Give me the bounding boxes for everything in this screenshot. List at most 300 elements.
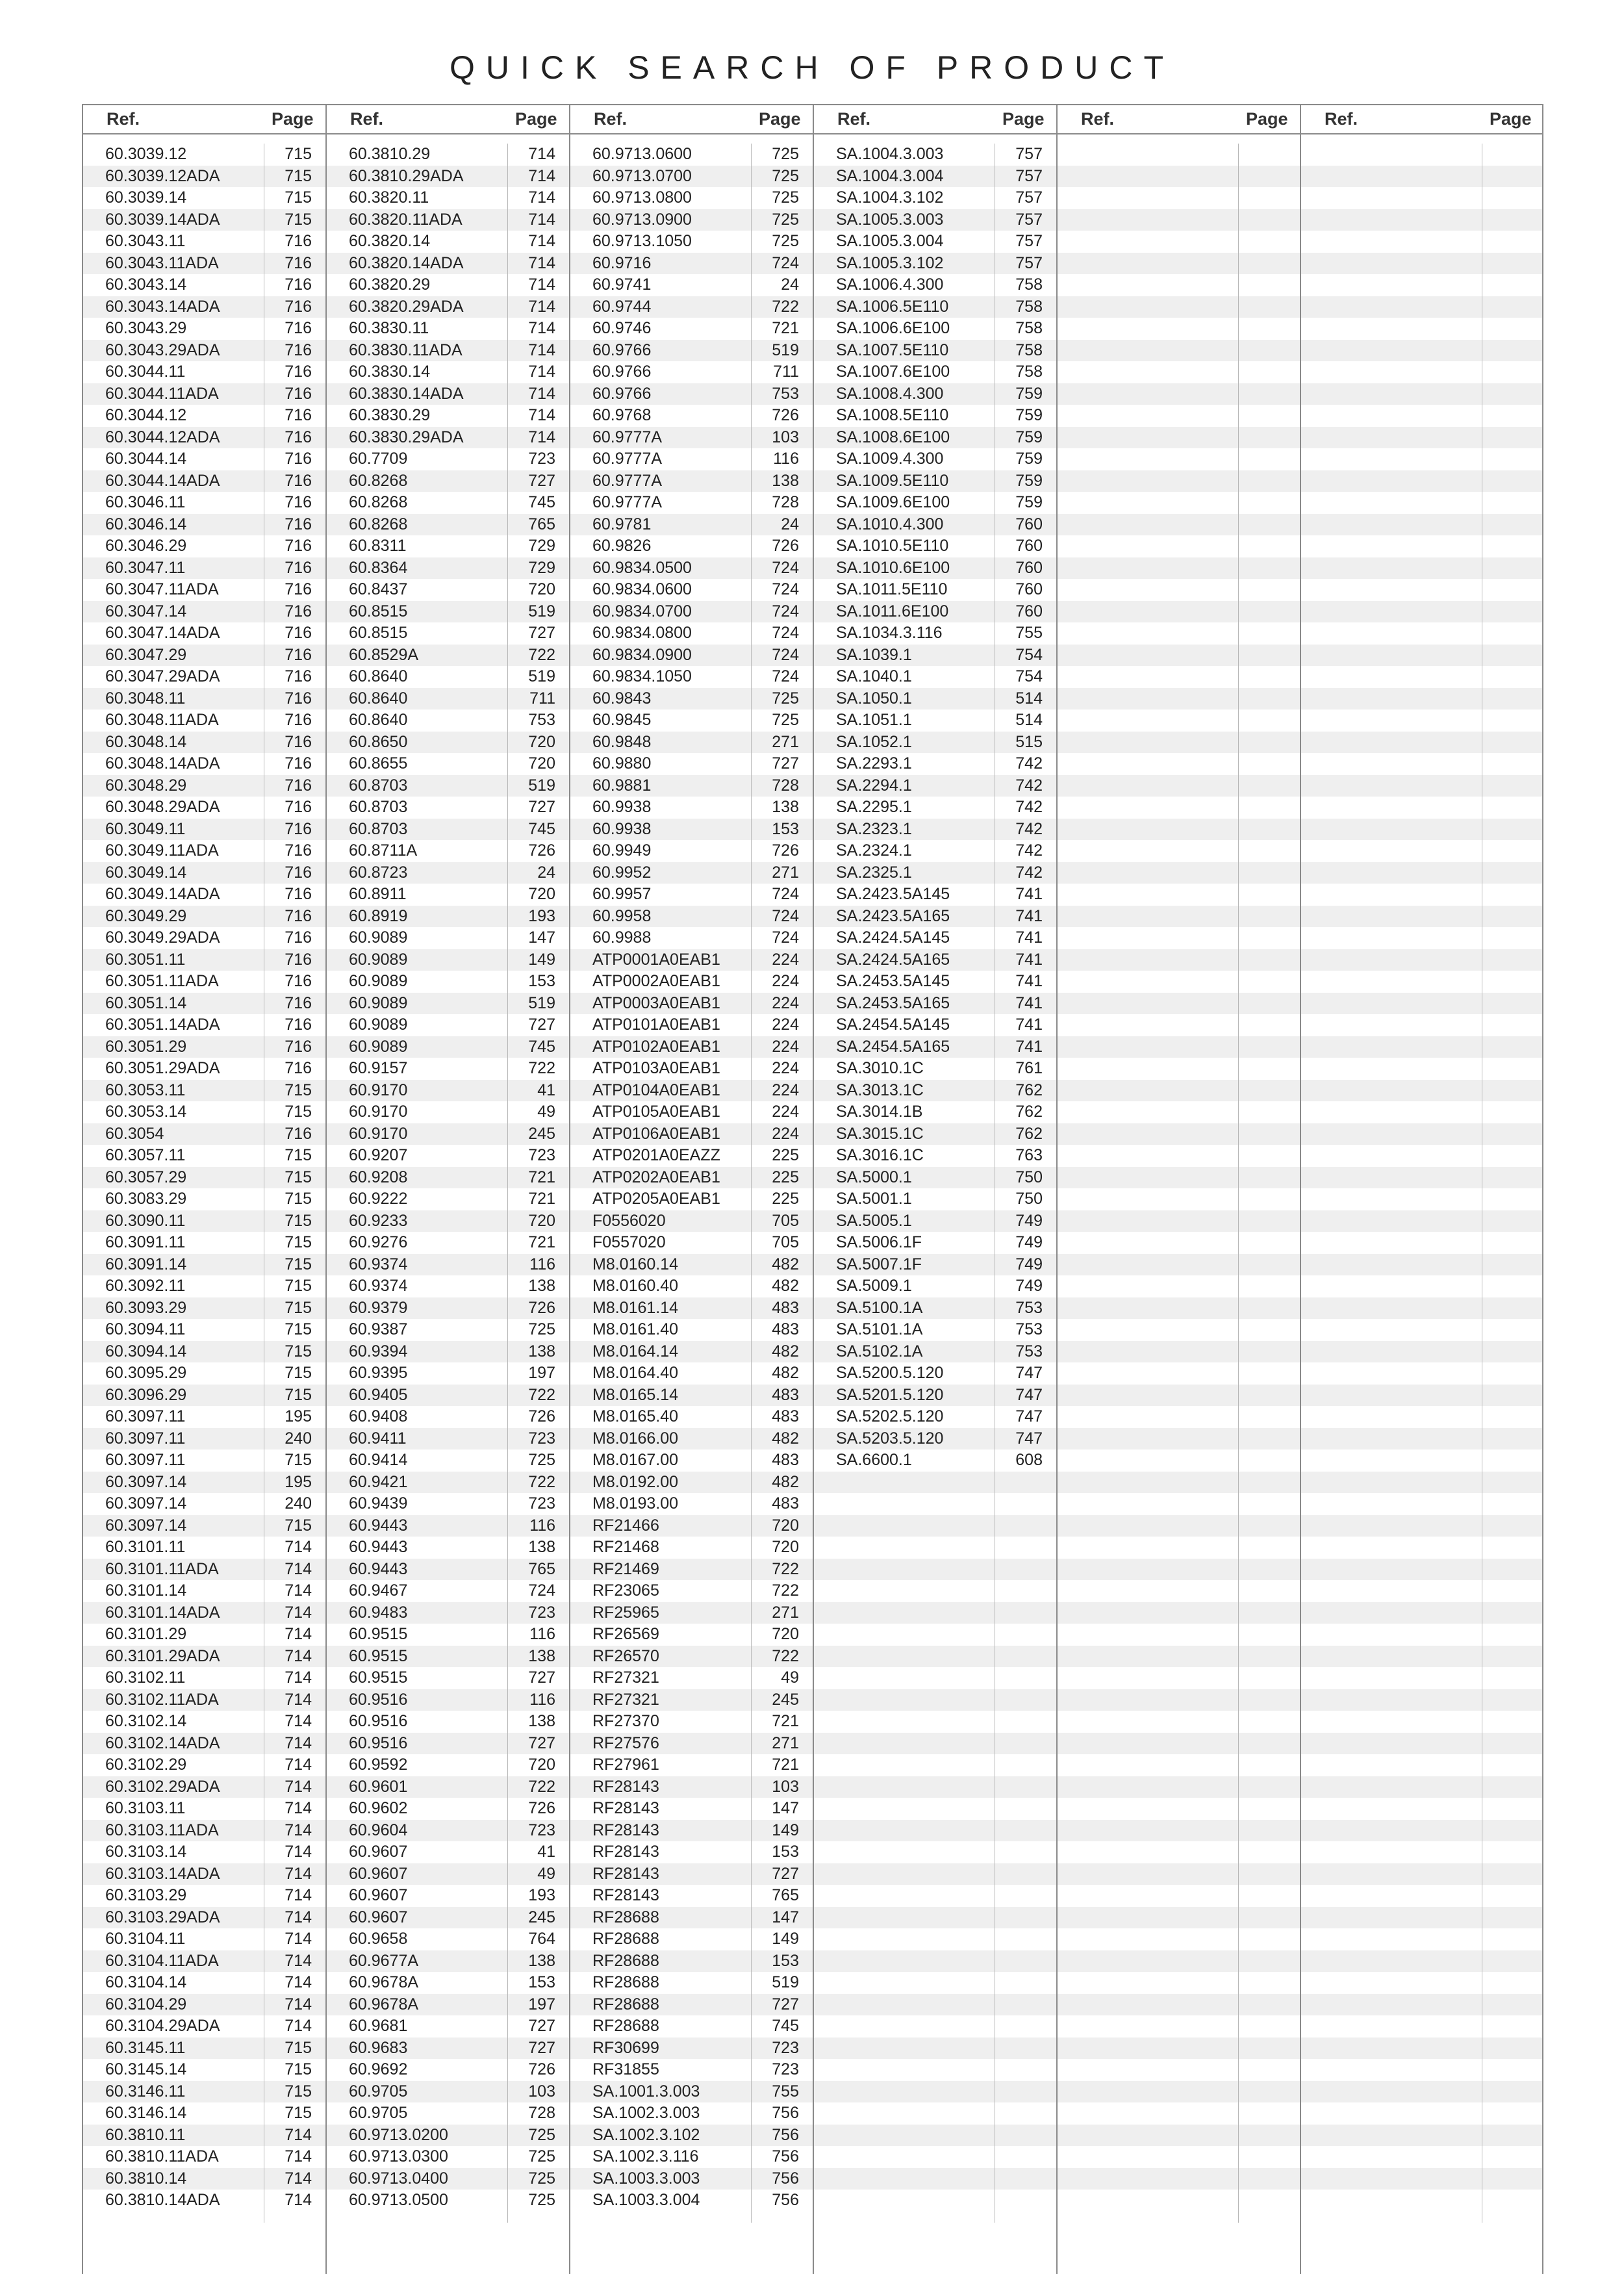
ref-value: SA.3016.1C (836, 1146, 924, 1164)
page-value: 149 (772, 1820, 799, 1839)
index-entry (592, 144, 804, 166)
index-entry (105, 971, 316, 993)
index-entry (592, 1362, 804, 1385)
index-entry (105, 166, 316, 188)
index-entry (592, 2038, 804, 2060)
index-entry (105, 2059, 316, 2081)
ref-value: SA.2423.5A165 (836, 906, 950, 925)
index-entry (836, 166, 1047, 188)
page-value: 721 (772, 319, 799, 337)
page-value: 224 (772, 993, 799, 1012)
index-entry (592, 1167, 804, 1189)
page-value: 720 (528, 754, 555, 773)
index-entry (592, 383, 804, 405)
ref-value: SA.3013.1C (836, 1080, 924, 1099)
index-entry (105, 1080, 316, 1102)
index-entry (592, 1297, 804, 1320)
index-entry (105, 2015, 316, 2038)
page-value: 742 (1015, 754, 1043, 773)
index-entry (105, 187, 316, 209)
page-value: 756 (772, 2169, 799, 2188)
index-entry (836, 535, 1047, 557)
ref-value: 60.9949 (592, 841, 652, 860)
page-value: 225 (772, 1190, 799, 1208)
page-value: 153 (528, 972, 555, 990)
ref-value: 60.9592 (349, 1756, 408, 1774)
index-entry (349, 1754, 560, 1776)
ref-value: 60.3051.11ADA (105, 972, 219, 990)
index-entry (592, 1602, 804, 1624)
index-entry (349, 361, 560, 383)
page-value: 519 (528, 993, 555, 1012)
index-entry (105, 927, 316, 949)
page-value: 715 (285, 188, 312, 207)
index-entry (349, 1885, 560, 1907)
index-entry (349, 2190, 560, 2212)
index-entry (592, 1711, 804, 1733)
index-entry (836, 1362, 1047, 1385)
index-entry (105, 535, 316, 557)
page-value: 724 (772, 558, 799, 577)
page-value: 720 (528, 1211, 555, 1230)
page-value: 745 (528, 1037, 555, 1056)
index-entry (105, 797, 316, 819)
page-value: 483 (772, 1320, 799, 1338)
index-entry (105, 1537, 316, 1559)
page-value: 753 (1015, 1342, 1043, 1361)
page-value: 714 (528, 232, 555, 250)
ref-value: 60.9374 (349, 1277, 408, 1295)
index-entry (105, 1515, 316, 1537)
ref-value: 60.3096.29 (105, 1385, 187, 1404)
index-entry (836, 1319, 1047, 1341)
index-entry (105, 1406, 316, 1428)
page-value: 729 (528, 537, 555, 555)
index-entry (836, 819, 1047, 841)
page-value: 714 (285, 1777, 312, 1796)
index-entry (349, 2168, 560, 2190)
index-entry (105, 1820, 316, 1842)
index-entry (349, 296, 560, 318)
index-entry (592, 709, 804, 732)
ref-value: M8.0167.00 (592, 1451, 679, 1469)
index-entry (836, 1058, 1047, 1080)
page-value: 195 (285, 1407, 312, 1425)
ref-value: 60.9516 (349, 1690, 408, 1709)
ref-value: RF27370 (592, 1712, 659, 1730)
index-entry (836, 884, 1047, 906)
ref-value: 60.9222 (349, 1190, 408, 1208)
ref-value: 60.3051.14 (105, 993, 187, 1012)
index-entry (105, 340, 316, 362)
page-value: 714 (285, 1756, 312, 1774)
index-entry (592, 666, 804, 688)
ref-value: SA.1007.6E100 (836, 363, 950, 381)
page-value: 482 (772, 1255, 799, 1273)
ref-value: 60.9834.0700 (592, 602, 692, 620)
ref-value: 60.3043.11 (105, 232, 186, 250)
page-value: 482 (772, 1364, 799, 1382)
page-value: 758 (1015, 363, 1043, 381)
index-entry (592, 1080, 804, 1102)
ref-value: 60.9826 (592, 537, 652, 555)
page-value: 727 (528, 2017, 555, 2035)
ref-value: SA.5202.5.120 (836, 1407, 944, 1425)
page-value: 720 (772, 1516, 799, 1535)
index-entry (592, 166, 804, 188)
index-entry (836, 514, 1047, 536)
index-entry (592, 1145, 804, 1167)
ref-value: 60.3830.11 (349, 319, 429, 337)
page-value: 224 (772, 1124, 799, 1143)
ref-value: SA.5201.5.120 (836, 1385, 944, 1404)
page-value: 722 (528, 1777, 555, 1796)
index-entry (105, 1863, 316, 1885)
ref-value: 60.9443 (349, 1516, 408, 1535)
index-entry (349, 2125, 560, 2147)
page-value: 714 (285, 1886, 312, 1904)
page-value: 727 (772, 754, 799, 773)
page-value: 716 (285, 841, 312, 860)
index-entry (836, 383, 1047, 405)
page-value: 197 (528, 1995, 555, 2013)
index-entry (592, 775, 804, 797)
index-entry (592, 884, 804, 906)
page-value: 722 (772, 1581, 799, 1600)
page-value: 759 (1015, 406, 1043, 424)
index-entry (592, 819, 804, 841)
index-entry (592, 1123, 804, 1145)
ref-value: RF31855 (592, 2060, 659, 2078)
ref-value: M8.0160.40 (592, 1277, 679, 1295)
index-entry (105, 1428, 316, 1450)
index-entry (349, 1689, 560, 1711)
index-entry (349, 1036, 560, 1058)
index-entry (349, 1928, 560, 1950)
index-entry (349, 688, 560, 710)
ref-value: SA.1005.3.102 (836, 253, 944, 272)
page-value: 742 (1015, 776, 1043, 795)
page-value: 245 (528, 1908, 555, 1926)
page-value: 103 (772, 428, 799, 446)
index-entry (836, 361, 1047, 383)
ref-value: 60.3044.12ADA (105, 428, 220, 446)
index-entry (349, 231, 560, 253)
ref-value: 60.9938 (592, 798, 652, 816)
page-value: 716 (285, 515, 312, 533)
ref-value: ATP0003A0EAB1 (592, 993, 720, 1012)
page-value: 757 (1015, 210, 1043, 229)
header-ref: Ref. (1325, 109, 1358, 129)
page-value: 716 (285, 885, 312, 903)
page-value: 116 (529, 1625, 555, 1643)
ref-value: 60.3051.11 (105, 950, 186, 969)
page-value: 757 (1015, 232, 1043, 250)
index-entry (349, 1450, 560, 1472)
index-entry (836, 797, 1047, 819)
index-entry (349, 318, 560, 340)
page-value: 41 (537, 1843, 555, 1861)
index-entry (105, 1689, 316, 1711)
page-value: 716 (285, 776, 312, 795)
index-entry (836, 906, 1047, 928)
index-entry (836, 1167, 1047, 1189)
header-ref: Ref. (107, 109, 140, 129)
ref-value: 60.8640 (349, 711, 408, 729)
page-value: 741 (1015, 906, 1043, 925)
index-entry (592, 622, 804, 645)
index-entry (592, 753, 804, 775)
page-value: 483 (772, 1385, 799, 1404)
index-entry (349, 840, 560, 862)
index-entry (349, 1123, 560, 1145)
page-value: 759 (1015, 428, 1043, 446)
page-value: 716 (285, 798, 312, 816)
index-entry (836, 1406, 1047, 1428)
index-entry (836, 187, 1047, 209)
ref-value: M8.0165.40 (592, 1407, 679, 1425)
page-value: 483 (772, 1451, 799, 1469)
page-value: 714 (285, 1864, 312, 1883)
page-value: 725 (528, 2125, 555, 2144)
ref-value: 60.3044.14 (105, 450, 187, 468)
page-value: 745 (528, 819, 555, 838)
page-value: 725 (528, 2147, 555, 2165)
ref-value: 60.9439 (349, 1494, 408, 1513)
header-page: Page (272, 109, 314, 129)
page-value: 103 (772, 1777, 799, 1796)
index-entry (592, 1733, 804, 1755)
page-value: 726 (528, 1407, 555, 1425)
index-entry (349, 797, 560, 819)
index-entry (105, 775, 316, 797)
ref-value: 60.3049.29ADA (105, 928, 220, 947)
page-value: 716 (285, 340, 312, 359)
page-value: 723 (528, 1146, 555, 1164)
page-value: 714 (285, 1538, 312, 1556)
ref-value: 60.9777A (592, 471, 663, 490)
ref-value: 60.9678A (349, 1995, 419, 2013)
ref-value: 60.3048.29ADA (105, 798, 220, 816)
index-entry (836, 1036, 1047, 1058)
page-value: 742 (1015, 841, 1043, 860)
ref-value: SA.5005.1 (836, 1211, 912, 1230)
ref-value: RF28688 (592, 2017, 659, 2035)
index-entry (105, 1493, 316, 1515)
ref-value: 60.3049.14ADA (105, 885, 220, 903)
ref-value: RF25965 (592, 1603, 659, 1622)
index-entry (349, 383, 560, 405)
ref-value: 60.3039.12ADA (105, 166, 220, 185)
index-entry (349, 1428, 560, 1450)
ref-value: 60.9276 (349, 1233, 408, 1251)
ref-value: 60.3043.14 (105, 275, 187, 294)
index-entry (349, 862, 560, 884)
page-value: 147 (772, 1908, 799, 1926)
ref-value: M8.0161.14 (592, 1298, 679, 1317)
page-value: 721 (528, 1168, 555, 1186)
ref-value: 60.9607 (349, 1864, 408, 1883)
ref-value: 60.3810.11ADA (105, 2147, 219, 2165)
index-entry (592, 1428, 804, 1450)
page-value: 24 (537, 863, 555, 882)
header-page: Page (1490, 109, 1532, 129)
ref-value: 60.3039.14ADA (105, 210, 220, 229)
index-entry (592, 1754, 804, 1776)
ref-value: 60.3057.11 (105, 1146, 186, 1164)
index-entry (105, 2038, 316, 2060)
ref-value: 60.3820.14 (349, 232, 431, 250)
ref-value: 60.3820.11 (349, 188, 429, 207)
page-value: 756 (772, 2104, 799, 2122)
page-value: 724 (772, 602, 799, 620)
ref-value: SA.3015.1C (836, 1124, 924, 1143)
page-value: 714 (285, 1820, 312, 1839)
ref-value: SA.5200.5.120 (836, 1364, 944, 1382)
page-value: 49 (537, 1103, 555, 1121)
ref-value: 60.9777A (592, 493, 663, 511)
ref-value: 60.3104.14 (105, 1973, 187, 1991)
index-entry (836, 949, 1047, 971)
page-value: 715 (285, 1190, 312, 1208)
ref-value: 60.8711A (349, 841, 418, 860)
ref-value: 60.3830.11ADA (349, 340, 463, 359)
page-value: 723 (528, 1494, 555, 1513)
ref-value: ATP0101A0EAB1 (592, 1016, 720, 1034)
index-entry (349, 2081, 560, 2103)
index-entry (105, 1928, 316, 1950)
index-entry (349, 1232, 560, 1254)
index-entry (592, 840, 804, 862)
page-value: 716 (285, 950, 312, 969)
page-value: 482 (772, 1429, 799, 1448)
ref-value: 60.9777A (592, 428, 663, 446)
ref-value: 60.3047.29ADA (105, 667, 220, 685)
header-ref: Ref. (350, 109, 384, 129)
page-value: 714 (528, 406, 555, 424)
index-entry (105, 1341, 316, 1363)
page-value: 726 (772, 537, 799, 555)
index-entry (592, 645, 804, 667)
index-entry (105, 1210, 316, 1233)
ref-value: 60.9089 (349, 993, 408, 1012)
ref-value: RF28688 (592, 1930, 659, 1948)
ref-value: 60.9374 (349, 1255, 408, 1273)
index-entry (836, 732, 1047, 754)
ref-value: 60.9834.0600 (592, 580, 692, 598)
index-entry (105, 1167, 316, 1189)
index-entry (836, 1385, 1047, 1407)
ref-value: SA.5000.1 (836, 1168, 912, 1186)
page-value: 103 (528, 2082, 555, 2101)
page-value: 721 (528, 1190, 555, 1208)
page-value: 714 (528, 145, 555, 163)
index-entry (105, 1972, 316, 1994)
page-value: 725 (528, 2191, 555, 2209)
page-value: 714 (285, 1603, 312, 1622)
ref-value: 60.3091.11 (105, 1233, 186, 1251)
page-value: 716 (285, 1016, 312, 1034)
index-entry (592, 1776, 804, 1798)
page-value: 724 (772, 624, 799, 642)
index-entry (105, 2102, 316, 2125)
ref-value: 60.3830.14ADA (349, 384, 464, 403)
ref-value: 60.8515 (349, 624, 408, 642)
page-value: 714 (285, 1712, 312, 1730)
page-value: 741 (1015, 972, 1043, 990)
page-value: 749 (1015, 1211, 1043, 1230)
ref-value: SA.1050.1 (836, 689, 912, 708)
index-entry (105, 1994, 316, 2016)
page-column-divider (1238, 144, 1239, 2223)
index-entry (349, 187, 560, 209)
ref-value: SA.1006.5E110 (836, 297, 949, 316)
ref-value: 60.3044.11ADA (105, 384, 219, 403)
ref-value: 60.3810.11 (105, 2125, 186, 2144)
index-entry (349, 1080, 560, 1102)
index-entry (592, 187, 804, 209)
page-value: 714 (285, 1668, 312, 1687)
ref-value: 60.3103.11ADA (105, 1820, 219, 1839)
ref-value: SA.1010.5E110 (836, 537, 949, 555)
index-entry (592, 318, 804, 340)
page-value: 714 (285, 1951, 312, 1970)
ref-value: 60.8650 (349, 732, 408, 751)
index-entry (105, 753, 316, 775)
ref-value: SA.1002.3.116 (592, 2147, 699, 2165)
page-value: 724 (772, 667, 799, 685)
index-entry (349, 1101, 560, 1123)
ref-value: 60.3103.29ADA (105, 1908, 220, 1926)
index-entry (349, 906, 560, 928)
page-value: 760 (1015, 602, 1043, 620)
page-value: 716 (285, 537, 312, 555)
page-value: 116 (529, 1690, 555, 1709)
index-column-2 (349, 144, 560, 2212)
index-entry (592, 1319, 804, 1341)
page-value: 741 (1015, 1016, 1043, 1034)
ref-value: 60.3053.14 (105, 1103, 187, 1121)
page-value: 720 (772, 1625, 799, 1643)
ref-value: 60.3047.11 (105, 558, 186, 577)
index-entry (836, 1080, 1047, 1102)
index-entry (836, 470, 1047, 492)
index-entry (105, 1232, 316, 1254)
index-entry (105, 906, 316, 928)
page-value: 714 (528, 340, 555, 359)
index-entry (592, 1994, 804, 2016)
index-entry (105, 862, 316, 884)
index-entry (105, 579, 316, 601)
ref-value: 60.3047.14ADA (105, 624, 220, 642)
page-value: 760 (1015, 580, 1043, 598)
page-value: 714 (528, 253, 555, 272)
ref-value: 60.3044.12 (105, 406, 187, 424)
ref-value: RF28143 (592, 1820, 659, 1839)
ref-value: 60.9208 (349, 1168, 408, 1186)
ref-value: 60.9483 (349, 1603, 408, 1622)
page-value: 519 (528, 602, 555, 620)
ref-value: 60.9766 (592, 384, 652, 403)
ref-value: 60.3097.11 (105, 1451, 186, 1469)
page-value: 482 (772, 1277, 799, 1295)
index-entry (105, 383, 316, 405)
ref-value: 60.9395 (349, 1364, 408, 1382)
page-value: 147 (528, 928, 555, 947)
ref-value: 60.3054 (105, 1124, 164, 1143)
ref-value: 60.9089 (349, 950, 408, 969)
ref-value: SA.5100.1A (836, 1298, 923, 1317)
